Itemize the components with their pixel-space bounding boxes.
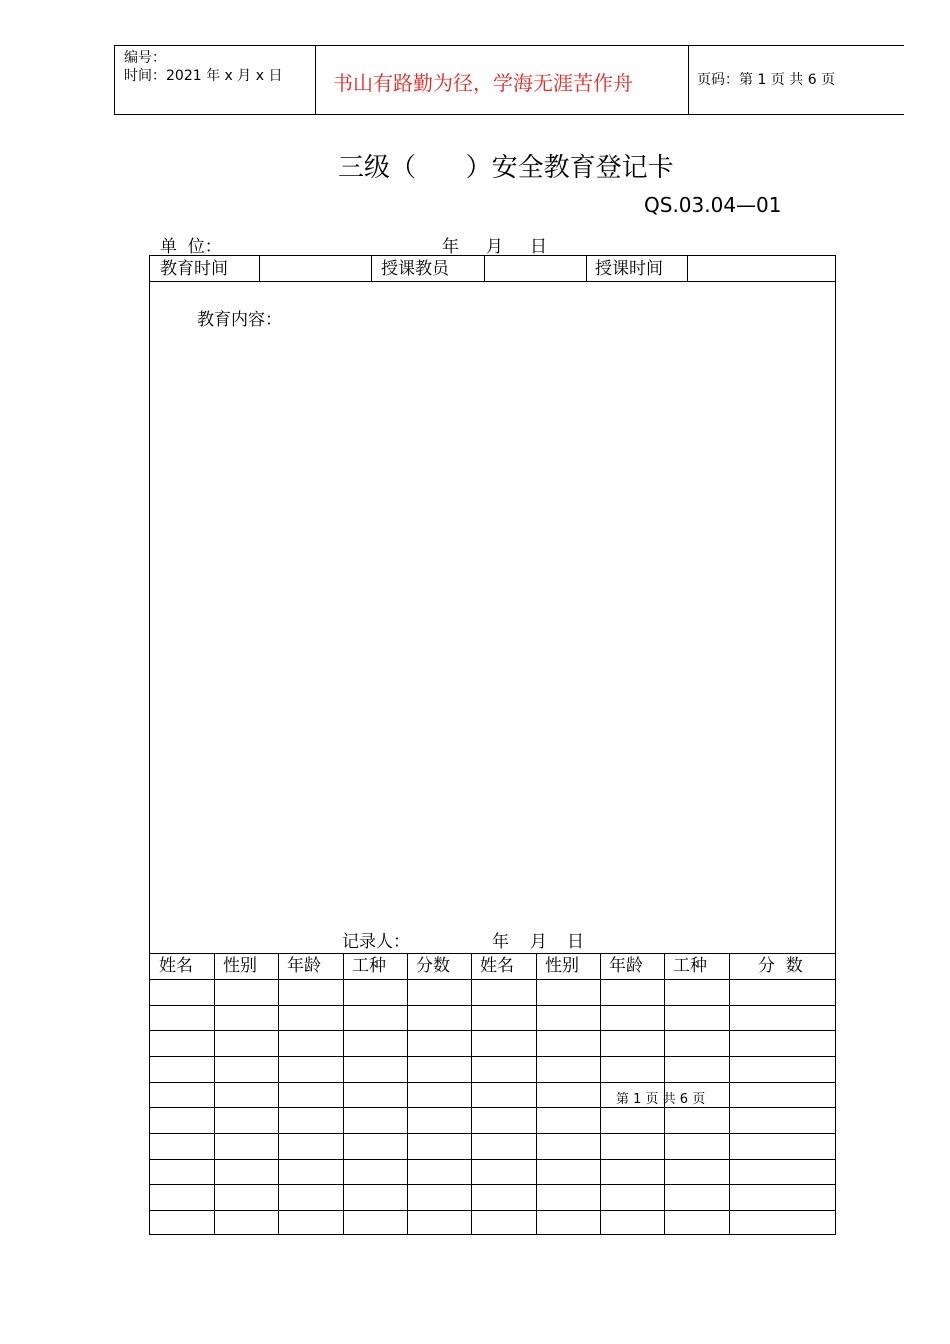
table-cell[interactable] <box>729 1056 835 1082</box>
table-cell[interactable] <box>407 1030 471 1056</box>
recorder-day: 日 <box>567 932 584 952</box>
edu-time-label: 教育时间 <box>160 259 228 279</box>
table-cell[interactable] <box>407 1133 471 1159</box>
table-cell[interactable] <box>600 1184 664 1210</box>
table-cell[interactable] <box>729 1005 835 1030</box>
table-cell[interactable] <box>664 979 729 1005</box>
table-cell[interactable] <box>343 1184 407 1210</box>
month-label: 月 <box>486 237 503 257</box>
recorder-label: 记录人： <box>342 932 410 952</box>
table-cell[interactable] <box>600 1107 664 1133</box>
table-cell[interactable] <box>150 1210 214 1235</box>
table-header-cell: 工种 <box>352 956 386 976</box>
table-cell[interactable] <box>343 1030 407 1056</box>
table-cell[interactable] <box>664 1184 729 1210</box>
table-cell[interactable] <box>278 1030 343 1056</box>
registration-form <box>149 255 836 1235</box>
table-cell[interactable] <box>407 1107 471 1133</box>
table-cell[interactable] <box>214 1056 278 1082</box>
table-cell[interactable] <box>471 1056 536 1082</box>
table-cell[interactable] <box>471 979 536 1005</box>
table-header-cell: 姓名 <box>159 956 193 976</box>
table-cell[interactable] <box>278 1133 343 1159</box>
table-cell[interactable] <box>729 1082 835 1107</box>
table-cell[interactable] <box>150 1107 214 1133</box>
recorder-month: 月 <box>530 932 547 952</box>
year-label: 年 <box>442 237 459 257</box>
table-cell[interactable] <box>150 1133 214 1159</box>
table-cell[interactable] <box>343 1133 407 1159</box>
table-cell[interactable] <box>407 1082 471 1107</box>
page-title: 三级（ ）安全教育登记卡 <box>338 153 674 183</box>
table-header-cell: 分 数 <box>758 956 803 976</box>
lesson-time-label: 授课时间 <box>595 259 663 279</box>
table-cell[interactable] <box>278 1005 343 1030</box>
table-cell[interactable] <box>471 1030 536 1056</box>
table-cell[interactable] <box>729 1107 835 1133</box>
table-header-cell: 性别 <box>223 956 257 976</box>
table-cell[interactable] <box>536 1184 600 1210</box>
table-cell[interactable] <box>471 1107 536 1133</box>
table-header-cell: 姓名 <box>480 956 514 976</box>
header-meta-cell <box>114 46 316 114</box>
table-cell[interactable] <box>407 1159 471 1184</box>
table-cell[interactable] <box>536 1056 600 1082</box>
table-cell[interactable] <box>600 1133 664 1159</box>
table-cell[interactable] <box>729 1184 835 1210</box>
table-cell[interactable] <box>407 1184 471 1210</box>
table-cell[interactable] <box>664 1133 729 1159</box>
table-cell[interactable] <box>278 1210 343 1235</box>
table-cell[interactable] <box>278 1082 343 1107</box>
content-area[interactable] <box>150 326 835 926</box>
table-cell[interactable] <box>407 1210 471 1235</box>
table-cell[interactable] <box>278 1159 343 1184</box>
code-label: 编号： <box>124 50 166 66</box>
table-cell[interactable] <box>214 1133 278 1159</box>
content-label: 教育内容： <box>197 310 282 330</box>
table-cell[interactable] <box>150 1056 214 1082</box>
table-cell[interactable] <box>536 1133 600 1159</box>
table-cell[interactable] <box>664 1159 729 1184</box>
table-cell[interactable] <box>150 979 214 1005</box>
table-cell[interactable] <box>278 1056 343 1082</box>
table-cell[interactable] <box>600 979 664 1005</box>
table-cell[interactable] <box>407 979 471 1005</box>
day-label: 日 <box>530 237 547 257</box>
table-cell[interactable] <box>600 1005 664 1030</box>
table-cell[interactable] <box>664 1056 729 1082</box>
table-cell[interactable] <box>600 1056 664 1082</box>
table-cell[interactable] <box>150 1005 214 1030</box>
table-cell[interactable] <box>407 1056 471 1082</box>
table-cell[interactable] <box>536 979 600 1005</box>
table-cell[interactable] <box>214 1082 278 1107</box>
page-footer: 第 1 页 共 6 页 <box>616 1092 706 1107</box>
table-cell[interactable] <box>214 979 278 1005</box>
table-cell[interactable] <box>343 1210 407 1235</box>
table-cell[interactable] <box>343 979 407 1005</box>
table-cell[interactable] <box>278 979 343 1005</box>
table-cell[interactable] <box>214 1005 278 1030</box>
teacher-label: 授课教员 <box>381 259 449 279</box>
document-code: QS.03.04—01 <box>644 193 782 217</box>
table-cell[interactable] <box>471 1005 536 1030</box>
table-cell[interactable] <box>600 1210 664 1235</box>
edu-time-field[interactable] <box>260 256 371 281</box>
info-divider <box>371 256 372 281</box>
info-divider <box>586 256 587 281</box>
table-cell[interactable] <box>343 1107 407 1133</box>
table-row-line <box>150 953 835 954</box>
table-cell[interactable] <box>729 1159 835 1184</box>
table-cell[interactable] <box>536 1030 600 1056</box>
table-cell[interactable] <box>471 1082 536 1107</box>
table-header-cell: 性别 <box>545 956 579 976</box>
table-cell[interactable] <box>214 1159 278 1184</box>
table-cell[interactable] <box>278 1107 343 1133</box>
table-cell[interactable] <box>343 1005 407 1030</box>
table-cell[interactable] <box>729 979 835 1005</box>
table-cell[interactable] <box>536 1210 600 1235</box>
table-cell[interactable] <box>471 1210 536 1235</box>
table-cell[interactable] <box>343 1082 407 1107</box>
unit-label: 单 位： <box>160 237 222 257</box>
table-cell[interactable] <box>471 1184 536 1210</box>
table-cell[interactable] <box>471 1133 536 1159</box>
table-cell[interactable] <box>600 1159 664 1184</box>
table-cell[interactable] <box>278 1184 343 1210</box>
table-cell[interactable] <box>664 1005 729 1030</box>
table-cell[interactable] <box>536 1005 600 1030</box>
table-cell[interactable] <box>150 1030 214 1056</box>
table-cell[interactable] <box>214 1030 278 1056</box>
header-motto-cell <box>315 46 689 114</box>
table-cell[interactable] <box>214 1107 278 1133</box>
header-page-cell <box>689 46 904 114</box>
table-cell[interactable] <box>214 1184 278 1210</box>
lesson-time-field[interactable] <box>688 256 835 281</box>
table-cell[interactable] <box>664 1210 729 1235</box>
table-cell[interactable] <box>729 1210 835 1235</box>
table-header-cell: 年龄 <box>609 956 643 976</box>
table-cell[interactable] <box>664 1030 729 1056</box>
teacher-field[interactable] <box>485 256 586 281</box>
table-header-cell: 工种 <box>673 956 707 976</box>
table-cell[interactable] <box>664 1107 729 1133</box>
table-cell[interactable] <box>150 1159 214 1184</box>
table-cell[interactable] <box>729 1030 835 1056</box>
table-header-cell: 分数 <box>416 956 450 976</box>
table-cell[interactable] <box>536 1107 600 1133</box>
page-info: 页码：第 1 页 共 6 页 <box>697 72 836 88</box>
time-label: 时间：2021 年 x 月 x 日 <box>124 68 283 84</box>
document-header <box>114 45 904 115</box>
table-cell[interactable] <box>729 1133 835 1159</box>
table-cell[interactable] <box>343 1056 407 1082</box>
table-cell[interactable] <box>214 1210 278 1235</box>
table-header-cell: 年龄 <box>287 956 321 976</box>
motto-text: 书山有路勤为径，学海无涯苦作舟 <box>333 71 633 95</box>
table-cell[interactable] <box>343 1159 407 1184</box>
recorder-year: 年 <box>492 932 509 952</box>
table-cell[interactable] <box>536 1159 600 1184</box>
table-cell[interactable] <box>150 1082 214 1107</box>
table-cell[interactable] <box>471 1159 536 1184</box>
table-cell[interactable] <box>407 1005 471 1030</box>
table-cell[interactable] <box>536 1082 600 1107</box>
participants-table <box>150 953 835 1234</box>
table-cell[interactable] <box>600 1030 664 1056</box>
info-row-divider <box>150 281 835 282</box>
table-cell[interactable] <box>150 1184 214 1210</box>
